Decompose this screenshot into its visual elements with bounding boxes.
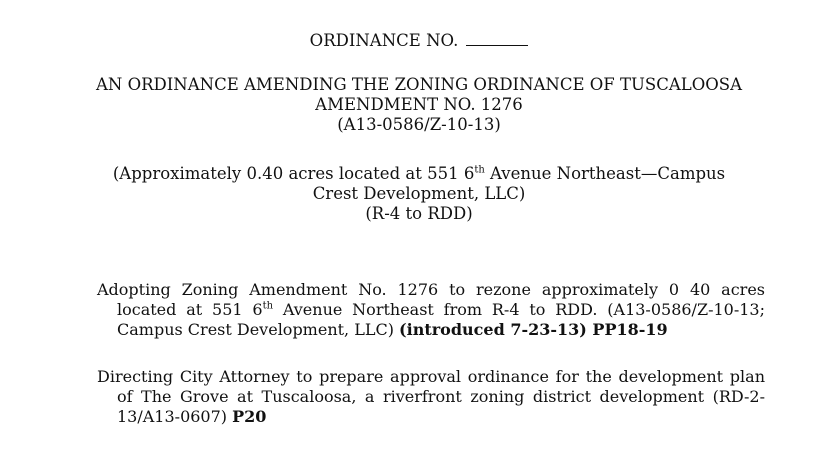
ordinance-number-label: ORDINANCE NO. [309,31,459,50]
title-line-1: AN ORDINANCE AMENDING THE ZONING ORDINANCE OF TUSCALOOSA [95,75,742,94]
item-2-line-3 [97,407,765,427]
item-2-line-1: Directing City Attorney to prepare approval ordinance for the development plan [97,367,765,386]
agenda-item-zoning-amendment [97,280,765,340]
item-1-line-1: Adopting Zoning Amendment No. 1276 to rezone approximately 0 40 acres [97,280,765,299]
item-1-line-2-sup: th [262,300,274,312]
location-line-1-pre: (Approximately 0.40 acres located at 551 6 [112,164,475,183]
item-1-line-3-bold: (introduced 7-23-13) PP18-19 [399,320,668,339]
ordinance-number-heading [0,31,838,51]
item-1-line-2-post: Avenue Northeast from R-4 to RDD. (A13-0586/Z-10-13; [273,300,765,319]
item-1-line-3 [97,320,765,340]
item-1-line-3-pre: Campus Crest Development, LLC) [117,320,400,339]
location-description [0,164,838,224]
item-2-line-2: of The Grove at Tuscaloosa, a riverfront zoning district development (RD-2- [117,387,765,406]
location-line-1 [0,164,838,184]
ordinance-number-blank [466,31,528,46]
title-line-3: (A13-0586/Z-10-13) [337,115,501,134]
location-line-2: Crest Development, LLC) [312,184,526,203]
location-line-1-post: Avenue Northeast—Campus [484,164,726,183]
location-line-1-sup: th [474,164,485,176]
item-1-line-2 [97,300,765,320]
location-line-3: (R-4 to RDD) [365,204,473,223]
agenda-item-development-plan [97,367,765,427]
item-1-line-2-pre: located at 551 6 [117,300,263,319]
ordinance-title [0,75,838,135]
item-2-line-3-pre: 13/A13-0607) [117,407,233,426]
title-line-2: AMENDMENT NO. 1276 [315,95,523,114]
item-2-line-3-bold: P20 [232,407,267,426]
